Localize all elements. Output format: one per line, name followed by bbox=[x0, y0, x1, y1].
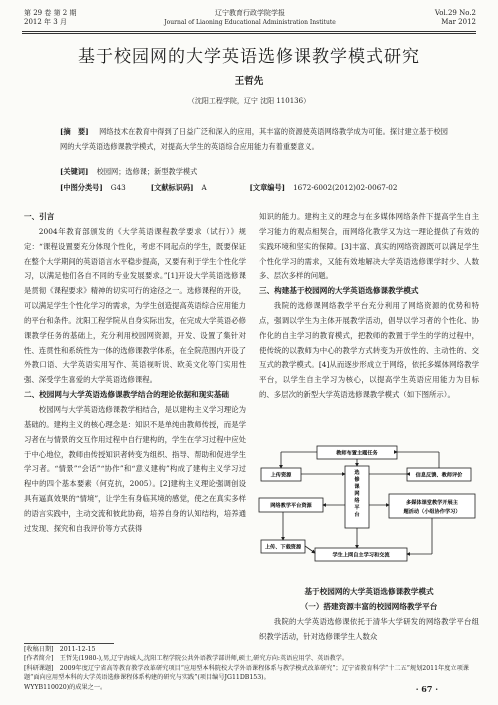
svg-text:上传、下载资源: 上传、下载资源 bbox=[264, 544, 302, 551]
article-number-value: 1672-6002(2012)02-0067-02 bbox=[293, 183, 398, 192]
author-affiliation: （沈阳工程学院，辽宁 沈阳 110136） bbox=[187, 97, 311, 105]
keywords-label: [关键词] bbox=[60, 167, 89, 176]
svg-text:上传资源: 上传资源 bbox=[270, 472, 292, 479]
running-header-right: Vol.29 No.2 Mar 2012 bbox=[434, 9, 476, 26]
svg-text:网络教学平台资源: 网络教学平台资源 bbox=[270, 503, 312, 509]
keywords-text: 校园网；选修课；新型教学模式 bbox=[96, 167, 198, 176]
paper-title: 基于校园网的大学英语选修课教学模式研究 bbox=[78, 47, 420, 67]
body-right-column-continued bbox=[259, 600, 479, 645]
article-number-label: [文章编号] bbox=[249, 183, 286, 192]
section-heading-intro: 一、引言 bbox=[24, 212, 55, 221]
running-header-left: 第 29 卷 第 2 期 2012 年 3 月 bbox=[24, 9, 77, 26]
clc-label: [中图分类号] bbox=[60, 183, 103, 192]
author-name: 王哲先 bbox=[234, 76, 264, 87]
svg-text:多媒体课堂教学开展主: 多媒体课堂教学开展主 bbox=[406, 500, 458, 506]
clc-value: G43 bbox=[110, 183, 126, 192]
doc-code-value: A bbox=[201, 183, 207, 192]
svg-text:信息反馈、教师评价: 信息反馈、教师评价 bbox=[415, 472, 463, 479]
abstract-label: [摘 要] bbox=[60, 127, 89, 136]
classification-meta bbox=[60, 182, 460, 194]
abstract bbox=[60, 125, 448, 154]
footnote bbox=[24, 645, 476, 692]
page-number: · 67 · bbox=[415, 684, 438, 694]
svg-text:题活动（小组协作学习）: 题活动（小组协作学习） bbox=[403, 509, 461, 515]
footnote-received: [收稿日期] 2011-12-15 bbox=[24, 646, 96, 653]
paragraph: 我院的大学英语选修课依托于清华大学研发的网络教学平台组织教学活动，针对选修课学生人数众 bbox=[259, 616, 479, 641]
footnote-rule bbox=[24, 643, 114, 644]
footnote-project-cont: WYYB110020)的成果之一。 bbox=[24, 683, 107, 691]
diagram-label-platform: 选修课网络平台 bbox=[354, 470, 360, 518]
doc-code-label: [文献标识码] bbox=[150, 183, 194, 192]
running-header-journal: 辽宁教育行政学院学报 Journal of Liaoning Educational Administration Institute bbox=[164, 9, 336, 26]
footnote-author: [作者简介] 王哲先(1980-),男,辽宁海城人,沈阳工程学院公共外语教学部讲师,硕士,研究方向:英语应用学、英语教学。 bbox=[24, 655, 349, 663]
header-rule bbox=[22, 33, 476, 34]
diagram-label-task: 教师布置主题任务 bbox=[336, 450, 378, 457]
header-rule bbox=[22, 31, 476, 32]
body-left-column bbox=[24, 210, 246, 537]
paragraph: 校园网与大学英语选修课教学相结合，是以建构主义学习理论为基础的。建构主义的核心理念是：知识不是单纯由教师传授，而是学习者在与情景的交互作用过程中自行建构的，学生在学习过程中应处于中心地位，教师由传授知识者转变为组织、指导、帮助和促进学生学习者。“情景”“会话”“协作”和“意义建构”构成了建构主义学习过程中的四个基本要素（何克抗，2005）。[2]建构主义理论强调创设具有逼真效果的“情境”，让学生有身临其境的感觉，使之在真实多样的语言实践中，主动交流和彼此协商，培养自身的认知结构，培养通过发现、探究和自我评价等方式获得 bbox=[24, 404, 246, 533]
paragraph: 知识的能力。建构主义的理念与在多媒体网络条件下提高学生自主学习能力的观点相契合，而网络化教学又为这一理论提供了有效的实践环境和坚实的保障。[3]丰富、真实的网络资源既可以满足学生个性化学习的需求，又能有效地解决大学英语选修课学时少、人数多、层次多样的问题。 bbox=[259, 212, 479, 281]
abstract-text: 网络技术在教育中得到了日益广泛和深入的应用，其丰富的资源使英语网络教学成为可能。探讨建立基于校园网的大学英语选修课教学模式，对提高大学生的英语综合应用能力有着重要意义。 bbox=[60, 127, 448, 151]
paragraph: 我院的选修课网络教学平台充分利用了网络资源的优势和特点，强调以学生为主体开展教学活动，倡导以学习者的个性化、协作化的自主学习的教育模式，把教师的教置于学生的学的过程中，使传统的以教师为中心的教学方式转变为开放性的、主动性的、交互式的教学模式。[4]从而逐步形成立于网络，依托多媒体网络教学平台，以学生自主学习为核心，以提高学生英语应用能力为目标的、多层次的新型大学英语选修课教学模式（如下图所示）。 bbox=[259, 301, 479, 400]
paragraph: 2004年教育部颁发的《大学英语课程教学要求（试行）》规定：“课程设置要充分体现个性化，考虑不同起点的学生，既要保证在整个大学期间的英语语言水平稳步提高，又要有利于学生个性化学习，以满足他们各自不同的专业发展要求。”[1]开设大学英语选修课是贯彻《课程要求》精神的切实可行的途径之一。选修课程的开设，可以满足学生个性化学习的需求，为学生创造提高英语综合应用能力的平台和条件。沈阳工程学院从自身实际出发，在完成大学英语必修课教学任务的基础上，充分利用校园网资源，开发、设置了集针对性、连贯性和系统性为一体的选修课教学体系，在全院范围内开设了外教口语、大学英语实用写作、英语视听说、欧美文化等门实用性强、深受学生喜爱的大学英语选修课程。 bbox=[24, 226, 246, 385]
section-heading-model: 三、构建基于校园网的大学英语选修课教学模式 bbox=[259, 286, 419, 296]
body-right-column bbox=[259, 210, 479, 403]
section-heading-basis: 二、校园网与大学英语选修课教学结合的理论依据和现实基础 bbox=[24, 390, 230, 400]
subsection-heading-platform: （一）搭建资源丰富的校园网络教学平台 bbox=[300, 602, 438, 611]
footnote-project: [科研课题] 2009年度辽宁省高等教育教学改革研究项目“应用型本科院校大学外语课程体系与教学模式改革研究”；辽宁省教育科学“十二五”规划2011年度立项课题“面向应用型本科的大学英语选修课程体系构建的研究与实践”(项目编号JG11DB153)。 bbox=[24, 664, 469, 682]
teaching-model-diagram bbox=[257, 440, 479, 586]
svg-text:学生上网自主学习和交流: 学生上网自主学习和交流 bbox=[332, 552, 390, 559]
keywords bbox=[60, 166, 448, 178]
figure-caption: 基于校园网的大学英语选修课教学模式 bbox=[304, 587, 434, 596]
